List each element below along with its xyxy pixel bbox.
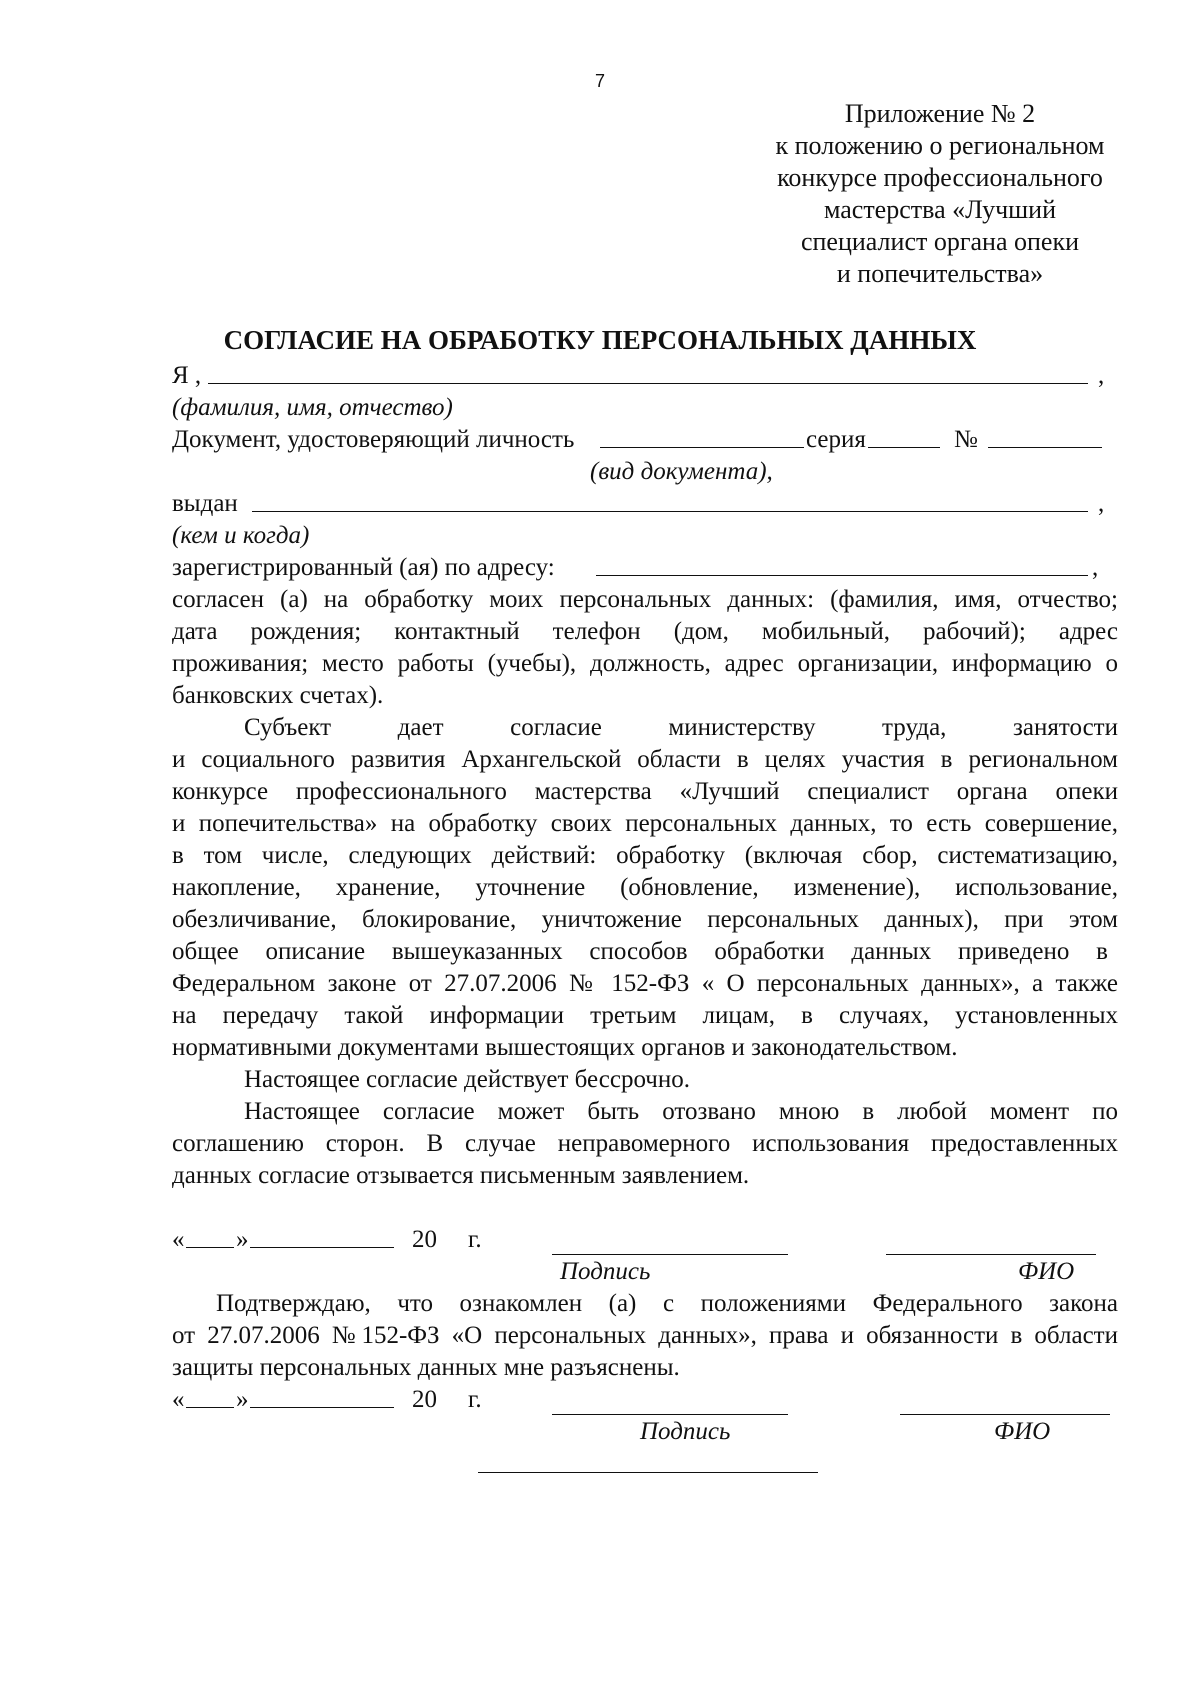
signature-input-line[interactable]: [552, 1254, 788, 1255]
subject-line: нормативными документами вышестоящих органов и законодательством.: [172, 1034, 958, 1061]
fio-hint: (фамилия, имя, отчество): [172, 394, 453, 421]
subject-line: Федеральном законе от 27.07.2006 № 152-ФЗ « О персональных данных», а также: [172, 970, 1118, 997]
year-suffix: г.: [468, 1226, 482, 1253]
appendix-line: конкурсе профессионального: [777, 163, 1103, 192]
confirm-line: защиты персональных данных мне разъяснены.: [172, 1354, 680, 1381]
appendix-line: мастерства «Лучший: [823, 195, 1057, 224]
appendix-line: специалист органа опеки: [800, 227, 1080, 256]
comma: ,: [1098, 362, 1105, 389]
subject-line: Субъект дает согласие министерству труда, занятости: [244, 714, 1118, 741]
date-open-quote: «: [172, 1226, 185, 1253]
subject-line: накопление, хранение, уточнение (обновление, изменение), использование,: [172, 874, 1118, 901]
consent-line: дата рождения; контактный телефон (дом, мобильный, рабочий); адрес: [172, 618, 1118, 645]
footer-divider: [478, 1472, 818, 1473]
doc-label: Документ, удостоверяющий личность: [172, 426, 575, 453]
subject-line: общее описание вышеуказанных способов обработки данных приведено в: [172, 938, 1108, 965]
fio-input-line[interactable]: [208, 383, 1088, 384]
subject-line: и попечительства» на обработку своих персональных данных, то есть совершение,: [172, 810, 1118, 837]
sign-hint: Подпись: [640, 1418, 731, 1445]
signature-input-line[interactable]: [552, 1414, 788, 1415]
date-close-quote: »: [236, 1386, 249, 1413]
series-input-line[interactable]: [868, 447, 940, 448]
day-input-line[interactable]: [186, 1247, 234, 1248]
document-title: СОГЛАСИЕ НА ОБРАБОТКУ ПЕРСОНАЛЬНЫХ ДАННЫХ: [223, 325, 977, 355]
date-open-quote: «: [172, 1386, 185, 1413]
page-number: 7: [594, 71, 605, 91]
subject-line: конкурсе профессионального мастерства «Лучший специалист органа опеки: [172, 778, 1118, 805]
comma: ,: [1092, 554, 1099, 581]
fio-sign-hint: ФИО: [994, 1418, 1051, 1445]
appendix-block: [720, 98, 1160, 290]
subject-line: на передачу такой информации третьим лицам, в случаях, установленных: [172, 1002, 1118, 1029]
doc-type-input-line[interactable]: [600, 447, 804, 448]
comma: ,: [1098, 490, 1105, 517]
doc-type-hint: (вид документа),: [590, 458, 773, 485]
registered-label: зарегистрированный (ая) по адресу:: [172, 554, 555, 581]
number-label: №: [954, 426, 978, 453]
appendix-line: и попечительства»: [836, 259, 1044, 288]
revoke-line: данных согласие отзывается письменным заявлением.: [172, 1162, 750, 1189]
year-suffix: г.: [468, 1386, 482, 1413]
consent-line: проживания; место работы (учебы), должность, адрес организации, информацию о: [172, 650, 1118, 677]
confirm-line: от 27.07.2006 №152-ФЗ «О персональных данных», права и обязанности в области: [172, 1322, 1118, 1349]
i-label: Я ,: [172, 362, 202, 389]
appendix-line: Приложение № 2: [844, 99, 1036, 128]
number-input-line[interactable]: [988, 447, 1102, 448]
fio-sign-input-line[interactable]: [900, 1414, 1110, 1415]
address-input-line[interactable]: [596, 575, 1088, 576]
subject-line: и социального развития Архангельской области в целях участия в региональном: [172, 746, 1118, 773]
fio-sign-input-line[interactable]: [886, 1254, 1096, 1255]
revoke-line: соглашению сторон. В случае неправомерного использования предоставленных: [172, 1130, 1118, 1157]
issued-label: выдан: [172, 490, 238, 517]
year-prefix: 20: [412, 1386, 437, 1413]
perpetual-line: Настоящее согласие действует бессрочно.: [244, 1066, 690, 1093]
confirm-line: Подтверждаю, что ознакомлен (а) с положениями Федерального закона: [216, 1290, 1118, 1317]
series-label: серия: [806, 426, 866, 453]
revoke-line: Настоящее согласие может быть отозвано мною в любой момент по: [244, 1098, 1118, 1125]
consent-line: согласен (а) на обработку моих персональных данных: (фамилия, имя, отчество;: [172, 586, 1118, 613]
issued-hint: (кем и когда): [172, 522, 310, 549]
year-prefix: 20: [412, 1226, 437, 1253]
month-input-line[interactable]: [250, 1247, 394, 1248]
month-input-line[interactable]: [250, 1407, 394, 1408]
subject-line: обезличивание, блокирование, уничтожение персональных данных), при этом: [172, 906, 1118, 933]
date-close-quote: »: [236, 1226, 249, 1253]
sign-hint: Подпись: [560, 1258, 651, 1285]
subject-line: в том числе, следующих действий: обработку (включая сбор, систематизацию,: [172, 842, 1118, 869]
consent-line: банковских счетах).: [172, 682, 384, 709]
appendix-line: к положению о региональном: [775, 131, 1105, 160]
fio-sign-hint: ФИО: [1018, 1258, 1075, 1285]
day-input-line[interactable]: [186, 1407, 234, 1408]
issued-input-line[interactable]: [252, 511, 1088, 512]
